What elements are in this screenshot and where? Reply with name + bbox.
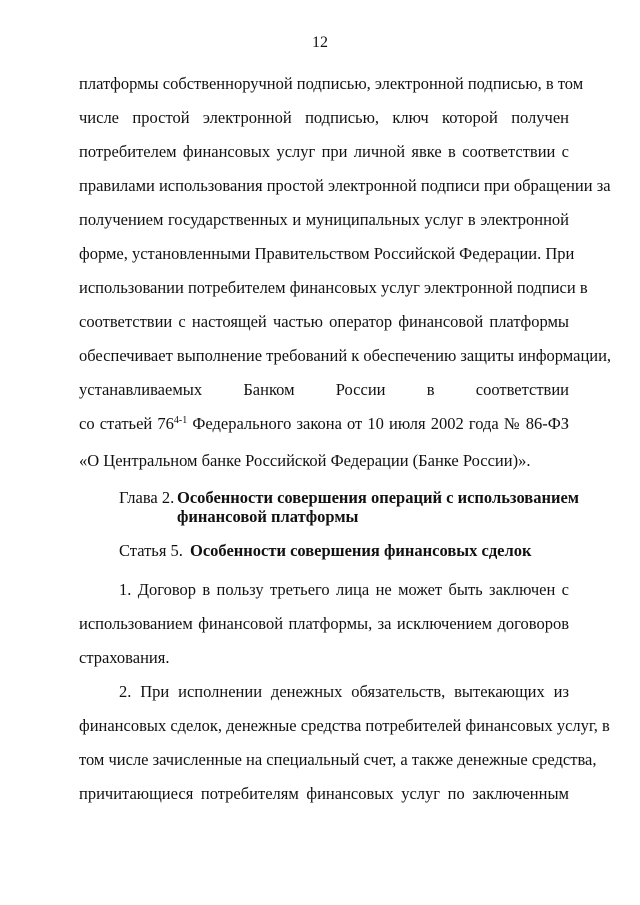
body-text-line: «О Центральном банке Российской Федерации (Банке России)».	[79, 451, 531, 470]
body-text-line: платформы собственноручной подписью, электронной подписью, в том	[79, 74, 584, 93]
body-text-line: числе простой электронной подписью, ключ которой получен	[79, 108, 569, 127]
paragraph-2-line: 2. При исполнении денежных обязательств, вытекающих из	[119, 682, 569, 701]
body-text-line: правилами использования простой электронной подписи при обращении за	[79, 176, 611, 195]
chapter-title-line1: Особенности совершения операций с использованием	[177, 488, 580, 507]
body-text-line: обеспечивает выполнение требований к обеспечению защиты информации,	[79, 346, 612, 365]
body-text-line: получением государственных и муниципальных услуг в электронной	[79, 210, 569, 229]
chapter-label: Глава 2.	[119, 488, 175, 507]
body-text-line: форме, установленными Правительством Российской Федерации. При	[79, 244, 575, 263]
article-label: Статья 5.	[119, 541, 183, 560]
body-text-line: устанавливаемых Банком России в соответствии	[79, 380, 569, 399]
paragraph-2-line: причитающиеся потребителям финансовых услуг по заключенным	[79, 784, 569, 803]
body-text-line: соответствии с настоящей частью оператор финансовой платформы	[79, 312, 569, 331]
law-article-superscript: 4-1	[173, 415, 188, 426]
paragraph-2-line: финансовых сделок, денежные средства потребителей финансовых услуг, в	[79, 716, 610, 735]
law-reference-after: Федерального закона от 10 июля 2002 года № 86-ФЗ	[187, 414, 569, 433]
article-title: Особенности совершения финансовых сделок	[190, 541, 532, 560]
page-number: 12	[312, 34, 328, 51]
chapter-title-line2: финансовой платформы	[177, 507, 359, 526]
paragraph-1-line: 1. Договор в пользу третьего лица не может быть заключен с	[119, 580, 569, 599]
paragraph-2-line: том числе зачисленные на специальный счет, а также денежные средства,	[79, 750, 597, 769]
body-text-line: потребителем финансовых услуг при личной явке в соответствии с	[79, 142, 569, 161]
body-text-line: использовании потребителем финансовых услуг электронной подписи в	[79, 278, 588, 297]
paragraph-1-line: страхования.	[79, 648, 170, 667]
law-reference-before: со статьей 76	[79, 414, 174, 433]
paragraph-1-line: использованием финансовой платформы, за исключением договоров	[79, 614, 569, 633]
law-reference-line	[79, 414, 569, 434]
